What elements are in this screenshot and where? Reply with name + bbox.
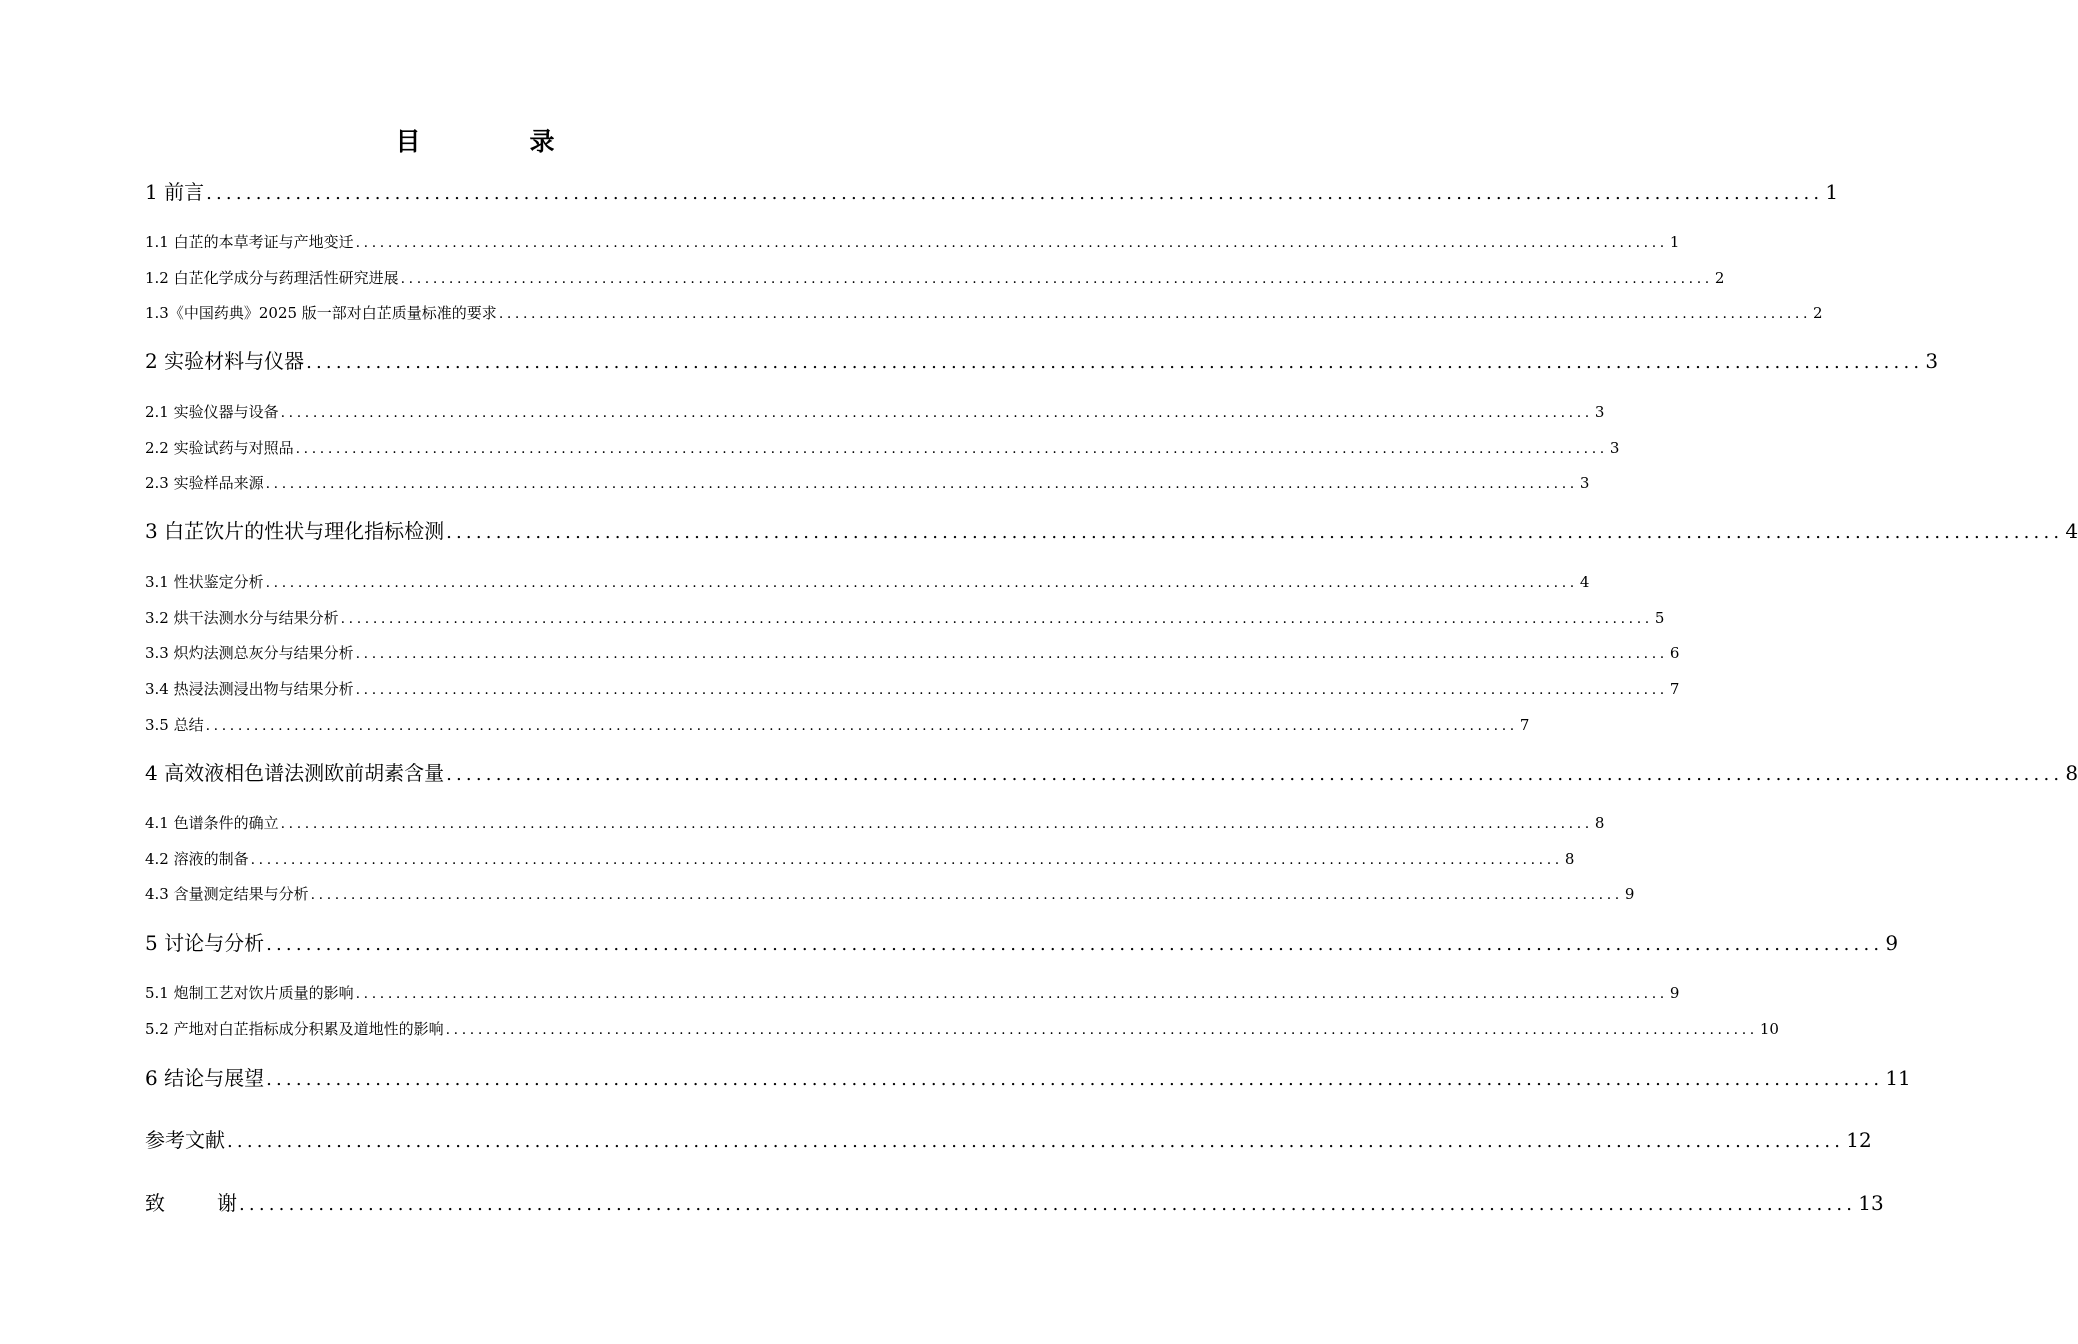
toc-entry-chapter-5[interactable] bbox=[145, 929, 1899, 959]
toc-entry-chapter-1[interactable] bbox=[145, 178, 1839, 208]
toc-entry-label-part1: 致 bbox=[145, 1191, 165, 1215]
toc-entry-label: 1.2 白芷化学成分与药理活性研究进展 bbox=[145, 269, 399, 287]
dot-leader: ................................................................................................................................................................... bbox=[306, 352, 1924, 373]
toc-entry-label: 5.1 炮制工艺对饮片质量的影响 bbox=[145, 984, 354, 1002]
toc-entry-section-3-5[interactable] bbox=[145, 714, 1530, 737]
toc-entry-page-number: 5 bbox=[1654, 609, 1665, 627]
toc-entry-section-4-1[interactable] bbox=[145, 812, 1605, 835]
toc-entry-chapter-4[interactable] bbox=[145, 759, 2078, 789]
dot-leader: ................................................................................................................................................................... bbox=[265, 476, 1578, 492]
toc-entry-chapter-3[interactable] bbox=[145, 517, 2078, 547]
toc-entry-section-2-2[interactable] bbox=[145, 437, 1620, 460]
dot-leader: ................................................................................................................................................................... bbox=[355, 646, 1668, 662]
toc-entry-page-number: 4 bbox=[2065, 519, 2078, 543]
dot-leader: ................................................................................................................................................................... bbox=[355, 235, 1668, 251]
toc-entry-label: 3 白芷饮片的性状与理化指标检测 bbox=[145, 519, 445, 543]
toc-entry-references[interactable] bbox=[145, 1126, 1872, 1156]
dot-leader: ................................................................................................................................................................... bbox=[205, 718, 1518, 734]
dot-leader: ................................................................................................................................................................... bbox=[446, 764, 2064, 785]
toc-entry-page-number: 6 bbox=[1669, 644, 1680, 662]
toc-entry-page-number: 8 bbox=[1564, 850, 1575, 868]
toc-entry-page-number: 3 bbox=[1925, 349, 1939, 373]
toc-entry-label bbox=[145, 1189, 237, 1217]
toc-entry-page-number: 1 bbox=[1825, 180, 1839, 204]
dot-leader: ................................................................................................................................................................... bbox=[280, 405, 1593, 421]
dot-leader: ................................................................................................................................................................... bbox=[310, 887, 1623, 903]
toc-entry-label: 4.2 溶液的制备 bbox=[145, 850, 249, 868]
dot-leader: ................................................................................................................................................................... bbox=[280, 816, 1593, 832]
dot-leader: ................................................................................................................................................................... bbox=[498, 306, 1811, 322]
toc-entry-label: 3.3 炽灼法测总灰分与结果分析 bbox=[145, 644, 354, 662]
toc-entry-section-4-3[interactable] bbox=[145, 883, 1635, 906]
toc-entry-label: 6 结论与展望 bbox=[145, 1066, 265, 1090]
toc-entry-page-number: 1 bbox=[1669, 233, 1680, 251]
toc-entry-label: 4.3 含量测定结果与分析 bbox=[145, 885, 309, 903]
toc-entry-page-number: 9 bbox=[1669, 984, 1680, 1002]
toc-entry-page-number: 11 bbox=[1885, 1066, 1911, 1090]
toc-entry-page-number: 4 bbox=[1579, 573, 1590, 591]
dot-leader: ................................................................................................................................................................... bbox=[250, 852, 1563, 868]
toc-entry-chapter-2[interactable] bbox=[145, 347, 1939, 377]
toc-entry-label: 3.5 总结 bbox=[145, 716, 204, 734]
dot-leader: ................................................................................................................................................................... bbox=[355, 986, 1668, 1002]
toc-entry-section-3-2[interactable] bbox=[145, 607, 1665, 630]
toc-entry-label-part2: 谢 bbox=[217, 1191, 237, 1215]
toc-entry-page-number: 12 bbox=[1846, 1128, 1872, 1152]
toc-entry-label: 3.4 热浸法测浸出物与结果分析 bbox=[145, 680, 354, 698]
toc-entry-page-number: 13 bbox=[1858, 1191, 1884, 1215]
toc-entry-label: 4.1 色谱条件的确立 bbox=[145, 814, 279, 832]
toc-entry-label: 2.3 实验样品来源 bbox=[145, 474, 264, 492]
toc-entry-page-number: 7 bbox=[1669, 680, 1680, 698]
toc-entry-label: 参考文献 bbox=[145, 1128, 225, 1152]
toc-entry-section-1-1[interactable] bbox=[145, 231, 1680, 254]
dot-leader: ................................................................................................................................................................... bbox=[265, 575, 1578, 591]
toc-entry-page-number: 3 bbox=[1579, 474, 1590, 492]
dot-leader: ................................................................................................................................................................... bbox=[227, 1131, 1845, 1152]
dot-leader: ................................................................................................................................................................... bbox=[340, 611, 1653, 627]
toc-entry-label: 4 高效液相色谱法测欧前胡素含量 bbox=[145, 761, 445, 785]
toc-entry-label: 2.2 实验试药与对照品 bbox=[145, 439, 294, 457]
dot-leader: ................................................................................................................................................................... bbox=[445, 1022, 1758, 1038]
toc-entry-section-1-2[interactable] bbox=[145, 267, 1725, 290]
toc-entry-label: 2 实验材料与仪器 bbox=[145, 349, 305, 373]
toc-entry-page-number: 9 bbox=[1885, 931, 1899, 955]
toc-entry-page-number: 3 bbox=[1609, 439, 1620, 457]
toc-entry-section-3-3[interactable] bbox=[145, 642, 1680, 665]
toc-entry-section-2-1[interactable] bbox=[145, 401, 1605, 424]
toc-entry-section-5-2[interactable] bbox=[145, 1018, 1779, 1041]
toc-entry-label: 1 前言 bbox=[145, 180, 205, 204]
toc-entry-acknowledgements[interactable] bbox=[145, 1189, 1884, 1219]
toc-entry-page-number: 10 bbox=[1759, 1020, 1779, 1038]
toc-title: 目 录 bbox=[395, 127, 597, 156]
toc-entry-label: 3.1 性状鉴定分析 bbox=[145, 573, 264, 591]
toc-entry-section-3-1[interactable] bbox=[145, 571, 1590, 594]
dot-leader: ................................................................................................................................................................... bbox=[355, 682, 1668, 698]
toc-entry-label: 5 讨论与分析 bbox=[145, 931, 265, 955]
toc-entry-page-number: 9 bbox=[1624, 885, 1635, 903]
toc-entry-section-1-3[interactable] bbox=[145, 302, 1823, 325]
toc-entry-chapter-6[interactable] bbox=[145, 1064, 1911, 1094]
dot-leader: ................................................................................................................................................................... bbox=[266, 934, 1884, 955]
toc-entry-label: 3.2 烘干法测水分与结果分析 bbox=[145, 609, 339, 627]
dot-leader: ................................................................................................................................................................... bbox=[295, 441, 1608, 457]
toc-entry-label: 2.1 实验仪器与设备 bbox=[145, 403, 279, 421]
toc-entry-section-3-4[interactable] bbox=[145, 678, 1680, 701]
dot-leader: ................................................................................................................................................................... bbox=[446, 522, 2064, 543]
dot-leader: ................................................................................................................................................................... bbox=[266, 1069, 1884, 1090]
toc-entry-label: 1.3《中国药典》2025 版一部对白芷质量标准的要求 bbox=[145, 304, 497, 322]
toc-entry-page-number: 2 bbox=[1813, 304, 1823, 322]
toc-entry-page-number: 8 bbox=[2065, 761, 2078, 785]
toc-entry-section-5-1[interactable] bbox=[145, 982, 1680, 1005]
toc-entry-section-2-3[interactable] bbox=[145, 472, 1590, 495]
toc-entry-page-number: 7 bbox=[1519, 716, 1530, 734]
toc-entry-label: 5.2 产地对白芷指标成分积累及道地性的影响 bbox=[145, 1020, 444, 1038]
dot-leader: ................................................................................................................................................................... bbox=[206, 183, 1824, 204]
toc-entry-section-4-2[interactable] bbox=[145, 848, 1575, 871]
toc-entry-label: 1.1 白芷的本草考证与产地变迁 bbox=[145, 233, 354, 251]
toc-entry-page-number: 3 bbox=[1594, 403, 1605, 421]
dot-leader: ................................................................................................................................................................... bbox=[400, 271, 1713, 287]
toc-entry-page-number: 2 bbox=[1714, 269, 1725, 287]
toc-entry-page-number: 8 bbox=[1594, 814, 1605, 832]
dot-leader: ................................................................................................................................................................... bbox=[239, 1194, 1857, 1215]
